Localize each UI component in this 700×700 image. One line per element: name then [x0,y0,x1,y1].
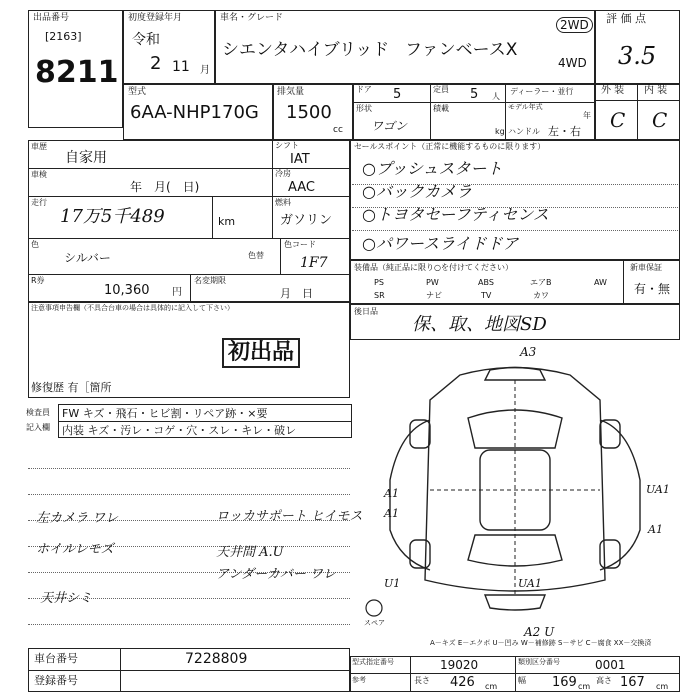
displacement-unit: cc [333,125,343,135]
width-unit: cm [578,682,591,691]
score-label: 評 価 点 [606,12,646,25]
equip-navi: ナビ [426,291,442,300]
spare-label: スペア [364,619,385,627]
type-spec-value: 19020 [440,658,479,672]
ac-value: AAC [288,180,315,195]
note-left-3: 天井シミ [40,591,93,606]
inspection-value: 年 月( 日) [130,180,200,194]
fuel-label: 燃料 [275,198,291,207]
color-value: シルバー [64,251,111,265]
inspector-line-1: FW キズ・飛石・ヒビ割・リペア跡・×要 [62,407,268,420]
grade: ファンベースX [405,40,518,60]
exterior-grade: C [610,108,626,132]
ac-label: 冷房 [275,169,291,178]
legend: A－キズ E－エクボ U－凹み W－補修跡 S－サビ C－腐食 XX－交換済 [430,639,652,647]
mark-right-upper: UA1 [646,483,670,496]
equipment-label: 装備品（純正品に限り○を付けてください） [354,263,513,272]
drive-2wd: 2WD [556,17,593,33]
equip-abs: ABS [478,278,494,287]
inspector-label: 検査員 [26,408,50,417]
handle-value: 左・右 [548,125,581,138]
equip-pw: PW [426,278,439,287]
equip-ps: PS [374,278,384,287]
color-label: 色 [31,240,39,249]
width-label: 幅 [518,676,526,685]
reg-month-unit: 月 [200,65,210,76]
note-left-1: 左カメラ ワレ [36,511,119,526]
ref-label: 参考 [352,676,366,684]
type-spec-label: 型式指定番号 [352,658,394,666]
category-label: 類別区分番号 [518,658,560,666]
warranty-value: 有・無 [634,282,671,296]
load-label: 積載 [433,104,449,113]
notes-label: 注意事項申告欄（不具合台車の場合は具体的に記入して下さい） [31,304,234,312]
chassis-value: 7228809 [185,651,248,667]
capacity-label: 定員 [433,85,449,94]
model-name: シエンタハイブリッド [222,40,390,60]
entry-label: 記入欄 [26,423,50,432]
height-unit: cm [656,682,669,691]
reg-year: 2 [150,53,162,74]
model-year-unit: 年 [583,111,591,120]
sales-point-4: ○パワースライドドア [362,234,519,253]
type-value: 6AA-NHP170G [130,102,259,123]
shape-label: 形状 [356,104,372,113]
color-change-label: 色替 [248,251,264,260]
fuel-value: ガソリン [280,213,333,228]
history-value: 自家用 [65,150,107,166]
lot-sub: [2163] [45,30,82,43]
rear-items-label: 後日品 [354,307,378,316]
mark-right-mid: A1 [648,523,663,536]
era: 令和 [132,32,160,48]
mileage-unit: km [218,215,236,228]
interior-label: 内 装 [644,85,668,96]
rear-items-value: 保、取、地図SD [412,314,547,335]
car-damage-diagram [350,340,680,640]
equip-sr: SR [374,291,385,300]
mark-roof: UA1 [518,577,542,590]
note-left-2: ホイルレモズ [36,542,114,557]
width-value: 169 [552,675,577,690]
type-label: 型式 [128,87,147,97]
first-reg-label: 初度登録年月 [128,13,183,23]
capacity-value: 5 [470,87,479,102]
length-unit: cm [485,682,498,691]
sales-point-1: ○プッシュスタート [362,159,503,178]
equip-leather: カワ [533,291,549,300]
sales-point-3: ○トヨタセーフティセンス [362,205,549,224]
note-right-2: 天井間 A.U [216,545,284,560]
equip-aw: AW [594,278,607,287]
category-value: 0001 [595,658,626,672]
mark-left-upper: A1 [384,487,399,500]
reg-month: 11 [172,59,190,75]
length-label: 長さ [414,676,430,685]
recycle-value: 10,360 [104,283,150,298]
inspector-line-2: 内装 キズ・汚レ・コゲ・穴・スレ・キレ・破レ [62,424,297,437]
drive-4wd: 4WD [558,56,587,70]
sales-point-2: ○バックカメラ [362,182,472,201]
reg-number-label: 登録番号 [34,674,78,687]
name-change-value: 月 日 [280,287,313,300]
warranty-label: 新車保証 [630,263,662,272]
height-value: 167 [620,675,645,690]
displacement-value: 1500 [286,102,332,123]
name-change-label: 名変期限 [194,276,226,285]
color-code-value: 1F7 [300,255,328,271]
mark-rear: A3 [520,345,537,359]
lot-number: 8211 [35,55,119,90]
chassis-label: 車台番号 [34,652,78,665]
shift-value: IAT [290,152,310,167]
model-label: 車名・グレード [220,13,284,23]
mileage-value: 17万5千489 [60,206,165,227]
equip-airbag: エアB [530,278,552,287]
interior-grade: C [652,108,668,132]
recycle-unit: 円 [172,287,182,298]
equip-tv: TV [481,291,492,300]
score-value: 3.5 [618,42,657,70]
mark-front: A2 U [524,625,555,639]
color-code-label: 色コード [284,240,316,249]
length-value: 426 [450,675,475,690]
doors-label: ドア [356,85,372,94]
lot-label: 出品番号 [33,13,70,23]
recycle-label: R券 [31,276,45,285]
doors-value: 5 [393,87,402,102]
capacity-unit: 人 [492,92,500,101]
height-label: 高さ [596,676,612,685]
shift-label: シフト [275,141,299,150]
inspection-label: 車検 [31,170,47,179]
load-unit: kg [495,127,505,136]
exterior-label: 外 装 [601,85,625,96]
mark-left-mid: A1 [384,507,399,520]
history-label: 車歴 [31,142,47,151]
note-right-3: アンダーカバー ワレ [216,567,336,582]
handle-label: ハンドル [508,127,540,136]
note-right-1: ロッカサポート ヒイモス [216,509,363,524]
displacement-label: 排気量 [277,87,305,97]
model-year-label: モデル年式 [508,103,543,111]
mark-left-lower: U1 [384,577,401,590]
mileage-label: 走行 [31,198,47,207]
repair-history-label: 修復歴 有［箇所 [31,381,112,394]
dealer-label: ディーラー・並行 [510,87,574,96]
sales-points-label: セールスポイント（正常に機能するものに限ります） [354,142,546,151]
shape-value: ワゴン [371,119,408,133]
first-listing-stamp: 初出品 [222,338,300,368]
